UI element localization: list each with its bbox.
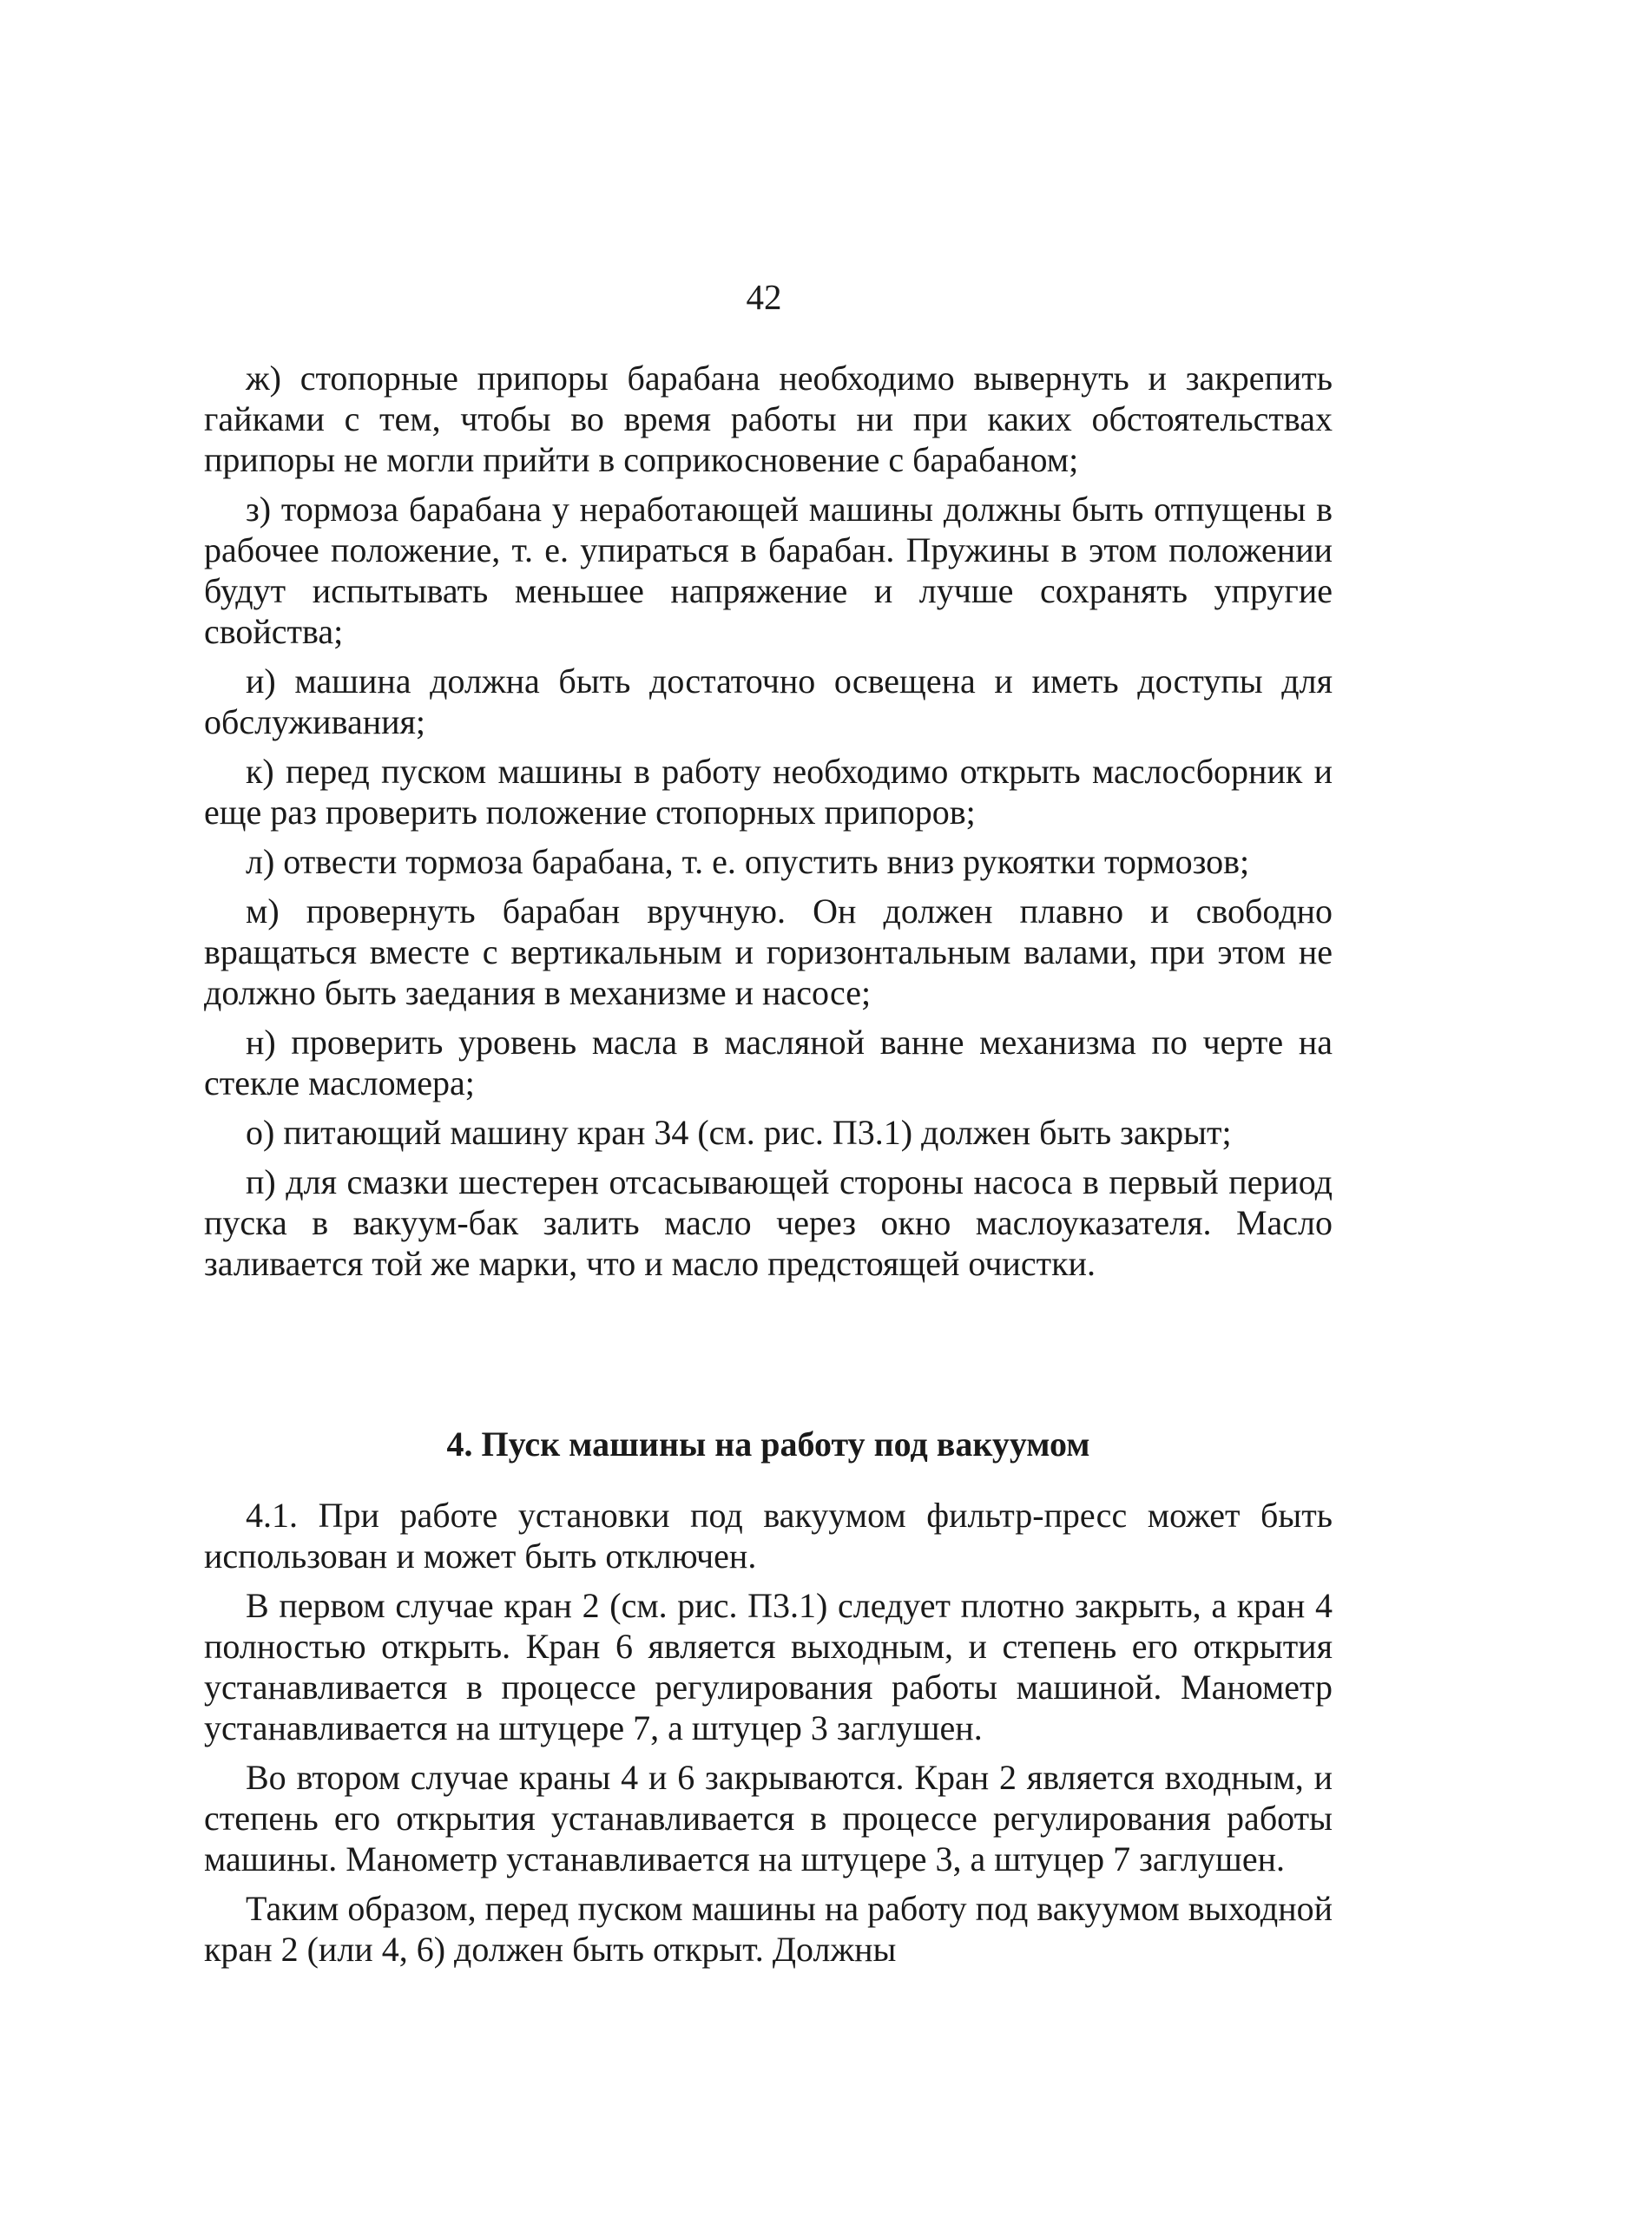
list-item-o: о) питающий машину кран 34 (см. рис. П3.1) должен быть закрыт; bbox=[246, 1113, 1232, 1152]
list-item-n: н) проверить уровень масла в масляной ванне механизма по черте на стекле масломера; bbox=[204, 1023, 1333, 1102]
section-heading: 4. Пуск машины на работу под вакуумом bbox=[446, 1424, 1090, 1464]
section-paragraph: 4.1. При работе установки под вакуумом фильтр-пресс может быть использован и может быть отключен. bbox=[204, 1496, 1333, 1576]
list-item-z: з) тормоза барабана у неработающей машины должны быть отпущены в рабочее положение, т. е. упираться в барабан. Пружины в этом положении будут испытывать меньшее напряжение и лучше сохранять упругие свойства; bbox=[204, 490, 1333, 651]
list-item-m: м) провернуть барабан вручную. Он должен плавно и свободно вращаться вместе с вертикальным и горизонтальным валами, при этом не должно быть заедания в механизме и насосе; bbox=[204, 892, 1333, 1012]
section-body bbox=[204, 1495, 1333, 1978]
list-item-p: п) для смазки шестерен отсасывающей стороны насоса в первый период пуска в вакуум-бак залить масло через окно маслоуказателя. Масло заливается той же марки, что и масло предстоящей очистки. bbox=[204, 1162, 1333, 1283]
instruction-list bbox=[204, 358, 1333, 1293]
list-item-k: к) перед пуском машины в работу необходимо открыть маслосборник и еще раз проверить положение стопорных припоров; bbox=[204, 752, 1333, 832]
list-item-l: л) отвести тормоза барабана, т. е. опустить вниз рукоятки тормозов; bbox=[246, 842, 1250, 881]
section-paragraph: В первом случае кран 2 (см. рис. П3.1) следует плотно закрыть, а кран 4 полностью открыть. Кран 6 является выходным, и степень его открытия устанавливается в процессе регулирования работы машиной. Манометр устанавливается на штуцере 7, а штуцер 3 заглушен. bbox=[204, 1586, 1333, 1747]
page-number: 42 bbox=[746, 277, 782, 317]
list-item-i: и) машина должна быть достаточно освещена и иметь доступы для обслуживания; bbox=[204, 661, 1333, 741]
section-paragraph: Во втором случае краны 4 и 6 закрываются. Кран 2 является входным, и степень его открытия устанавливается в процессе регулирования работы машины. Манометр устанавливается на штуцере 3, а штуцер 7 заглушен. bbox=[204, 1758, 1333, 1878]
section-paragraph: Таким образом, перед пуском машины на работу под вакуумом выходной кран 2 (или 4, 6) должен быть открыт. Должны bbox=[204, 1889, 1333, 1969]
list-item-zh: ж) стопорные припоры барабана необходимо вывернуть и закрепить гайками с тем, чтобы во время работы ни при каких обстоятельствах припоры не могли прийти в соприкосновение с барабаном; bbox=[204, 359, 1333, 479]
